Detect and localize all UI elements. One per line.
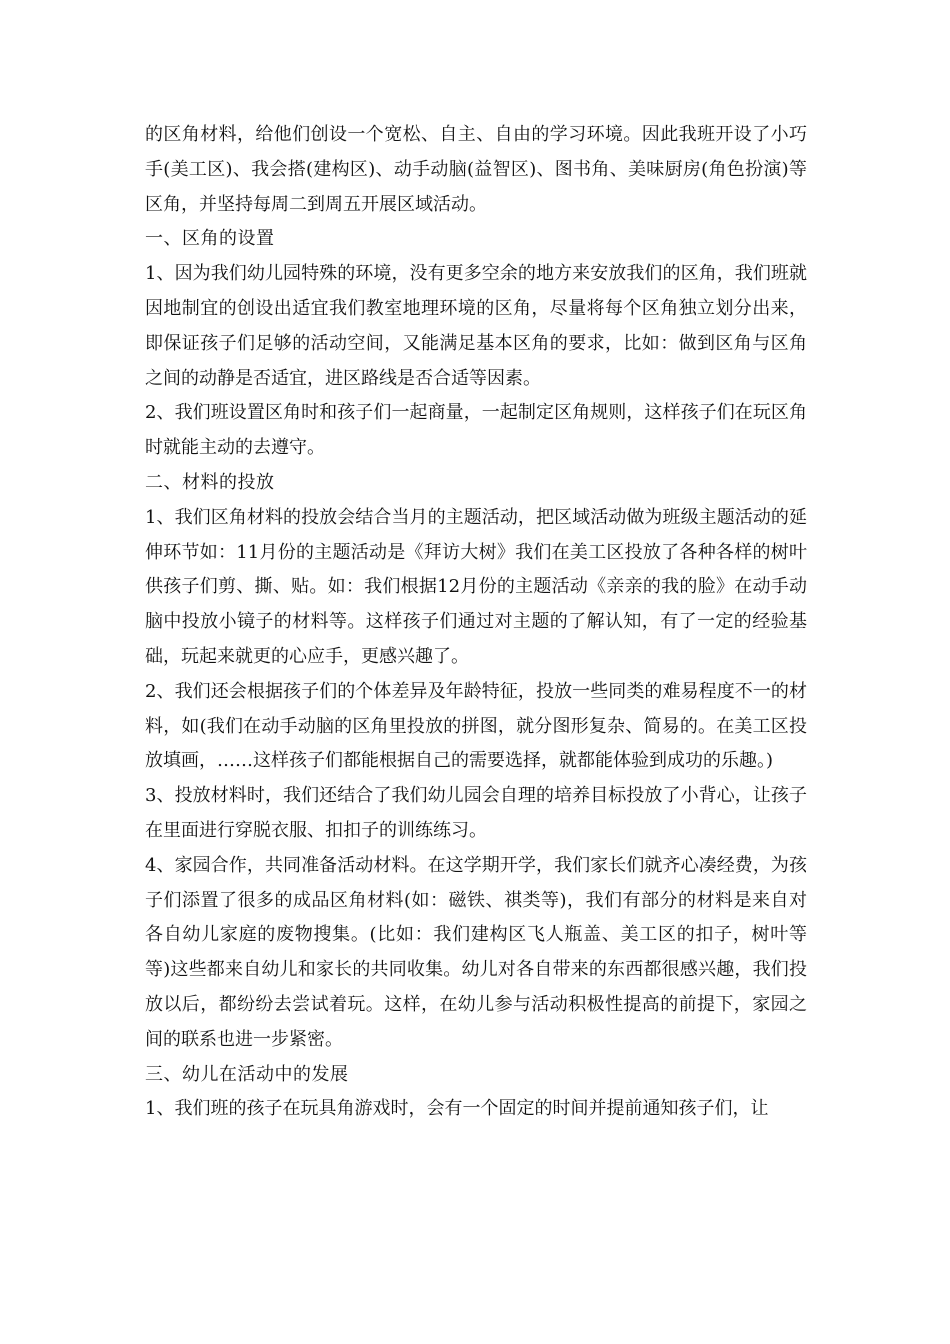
paragraph-intro-continued: 的区角材料，给他们创设一个宽松、自主、自由的学习环境。因此我班开设了小巧手(美工区)、我会搭(建构区)、动手动脑(益智区)、图书角、美味厨房(角色扮演)等区角，并坚持每周二到周五开展区域活动。: [145, 124, 807, 215]
paragraph-setup-1: 1、因为我们幼儿园特殊的环境，没有更多空余的地方来安放我们的区角，我们班就因地制宜的创设出适宜我们教室地理环境的区角，尽量将每个区角独立划分出来，即保证孩子们足够的活动空间，又能满足基本区角的要求，比如：做到区角与区角之间的动静是否适宜，进区路线是否合适等因素。: [145, 263, 807, 389]
section-heading-materials: 二、材料的投放: [145, 471, 275, 493]
section-heading-development: 三、幼儿在活动中的发展: [145, 1063, 349, 1085]
paragraph-development-1: 1、我们班的孩子在玩具角游戏时，会有一个固定的时间并提前通知孩子们，让: [145, 1098, 769, 1120]
paragraph-materials-1: 1、我们区角材料的投放会结合当月的主题活动，把区域活动做为班级主题活动的延伸环节如：11月份的主题活动是《拜访大树》我们在美工区投放了各种各样的树叶供孩子们剪、撕、贴。如：我们根据12月份的主题活动《亲亲的我的脸》在动手动脑中投放小镜子的材料等。这样孩子们通过对主题的了解认知，有了一定的经验基础，玩起来就更的心应手，更感兴趣了。: [145, 506, 807, 667]
document-page: [145, 118, 807, 1127]
paragraph-materials-3: 3、投放材料时，我们还结合了我们幼儿园会自理的培养目标投放了小背心，让孩子在里面进行穿脱衣服、扣扣子的训练练习。: [145, 785, 807, 841]
paragraph-setup-2: 2、我们班设置区角时和孩子们一起商量，一起制定区角规则，这样孩子们在玩区角时就能主动的去遵守。: [145, 402, 807, 459]
paragraph-materials-4: 4、家园合作，共同准备活动材料。在这学期开学，我们家长们就齐心凑经费，为孩子们添置了很多的成品区角材料(如：磁铁、祺类等)，我们有部分的材料是来自对各自幼儿家庭的废物搜集。(比如：我们建构区飞人瓶盖、美工区的扣子，树叶等等)这些都来自幼儿和家长的共同收集。幼儿对各自带来的东西都很感兴趣，我们投放以后，都纷纷去尝试着玩。这样，在幼儿参与活动积极性提高的前提下，家园之间的联系也进一步紧密。: [145, 854, 807, 1050]
paragraph-materials-2: 2、我们还会根据孩子们的个体差异及年龄特征，投放一些同类的难易程度不一的材料，如(我们在动手动脑的区角里投放的拼图，就分图形复杂、简易的。在美工区投放填画，……这样孩子们都能根据自己的需要选择，就都能体验到成功的乐趣。): [145, 680, 807, 772]
section-heading-area-setup: 一、区角的设置: [145, 228, 275, 250]
